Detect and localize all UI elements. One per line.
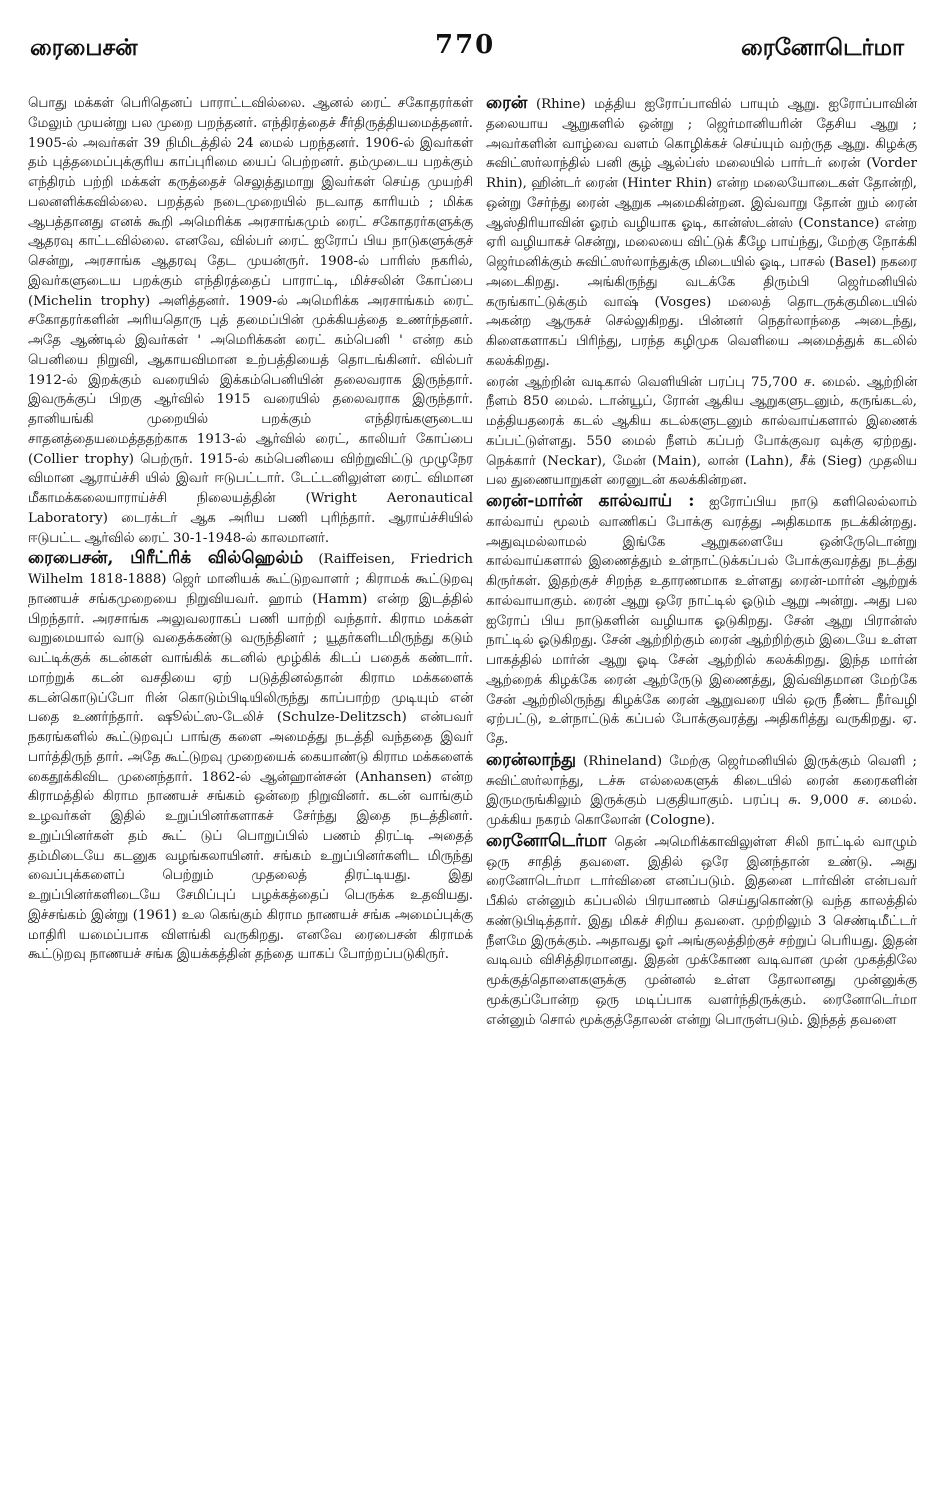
entry-raiffeisen-body: (Raiffeisen, Friedrich Wilhelm 1818-1888) ஜெர் மானியக் கூட்டுறவாளர் ; கிராமக் கூட்டுறவு நாணயச் சங்கமுறையை நிறுவியவர். ஹாம் (Hamm) என்ற இடத்தில் பிறந்தார். அரசாங்க அலுவலராகப் பணி யாற்றி வந்தார். கிராம மக்கள் வறுமையால் வாடு வதைக்கண்டு வருந்தினர் ; யூதர்களிடமிருந்து கடும் வட்டிக்குக் கடன்கள் வாங்கிக் கடனில் மூழ்கிக் கிடப் பதைக் கண்டார். மாற்றுக் கடன் வசதியை ஏற் படுத்தினல்தான் கிராம மக்களைக் கடன்கொடுப்போ ரின் கொடும்பிடியிலிருந்து காப்பாற்ற முடியும் என் பதை உணர்ந்தார். ஷூல்ட்ஸ-டேலிச் (Schulze-Delitzsch) என்பவர் நகரங்களில் கூட்டுறவுப் பாங்கு களை அமைத்து நடத்தி வந்ததை இவர் பார்த்திருந் தார். அதே கூட்டுறவு முறையைக் கையாண்டு கிராம மக்களைக் கைதூக்கிவிட முனைந்தார். 1862-ல் ஆன்ஹான்சன் (Anhansen) என்ற கிராமத்தில் கிராம நாணயச் சங்கம் ஒன்றை நிறுவினர். கடன் வாங்கும் உழவர்கள் இதில் உறுப்பினர்களாகச் சேர்ந்து இதை நடத்தினர். உறுப்பினர்கள் தம் கூட் டுப் பொறுப்பில் பணம் திரட்டி அதைத் தம்மிடையே கடனுக வழங்கலாயினர். சங்கம் உறுப்பினர்களிட மிருந்து வைப்புக்களைப் பெற்றும் முதலைத் திரட்டியது. இது உறுப்பினர்களிடையே சேமிப்புப் பழக்கத்தைப் பெருக்க உதவியது. இச்சங்கம் இன்று (1961) உல கெங்கும் கிராம நாணயச் சங்க அமைப்புக்கு மாதிரி யமைப்பாக விளங்கி வருகிறது. எனவே ரைபைசன் கிராமக் கூட்டுறவு நாணயச் சங்க இயக்கத்தின் தந்தை யாகப் போற்றப்படுகிருர். [28, 552, 473, 963]
left-column [28, 94, 473, 965]
entry-rhine-marne-canal [486, 492, 917, 750]
headword-rhinoderma: ரைனோடெர்மா [486, 830, 607, 851]
entry-rhine-body: (Rhine) மத்திய ஐரோப்பாவில் பாயும் ஆறு. ஐரோப்பாவின் தலையாய ஆறுகளில் ஒன்று ; ஜெர்மானியரின் தேசிய ஆறு ; அவர்களின் வாழ்வை வளம் கொழிக்கச் செய்யும் வற்ருத ஆறு. கிழக்கு சுவிட்ஸர்லாந்தில் பனி சூழ் ஆல்ப்ஸ் மலையில் பார்டர் ரைன் (Vorder Rhin), ஹின்டர் ரைன் (Hinter Rhin) என்ற மலையோடைகள் தோன்றி, ஒன்று சேர்ந்து ரைன் ஆறுக அமைகின்றன. இவ்வாறு தோன் றும் ரைன் ஆஸ்திரியாவின் ஓரம் வழியாக ஓடி, கான்ஸ்டன்ஸ் (Constance) என்ற ஏரி வழியாகச் சென்று, மலையை விட்டுக் கீழே பாய்ந்து, மேற்கு நோக்கி ஜெர்மனிக்கும் சுவிட்ஸர்லாந்துக்கு மிடையில் ஓடி, பாசல் (Basel) நகரை அடைகிறது. அங்கிருந்து வடக்கே திரும்பி ஜெர்மனியில் கருங்காட்டுக்கும் வாஷ் (Vosges) மலைத் தொடருக்குமிடையில் அகன்ற ஆருகச் செல்லுகிறது. பின்னர் நெதர்லாந்தை அடைந்து, கிளைகளாகப் பிரிந்து, பரந்த கழிமுக வெளியை அமைத்துக் கடலில் கலக்கிறது. [486, 97, 917, 369]
entry-rhinoderma-body: தென் அமெரிக்காவிலுள்ள சிலி நாட்டில் வாழும் ஒரு சாதித் தவளை. இதில் ஒரே இனந்தான் உண்டு. அது ரைனோடெர்மா டார்வினை எனப்படும். இதனை டார்வின் என்பவர் பீகில் என்னும் கப்பலில் பிரயாணம் செய்துகொண்டு வந்த காலத்தில் கண்டுபிடித்தார். இது மிகச் சிறிய தவளை. முற்றிலும் 3 செண்டிமீட்டர் நீளமே இருக்கும். அதாவது ஓர் அங்குலத்திற்குச் சற்றுப் பெரியது. இதன் வடிவம் விசித்திரமானது. இதன் முக்கோண வடிவான முன் முகத்திலே மூக்குத்தொளைகளுக்கு முன்னல் உள்ள தோலானது முன்னுக்கு மூக்குப்போன்ற ஒரு மடிப்பாக வளர்ந்திருக்கும். ரைனோடெர்மா என்னும் சொல் மூக்குத்தோலன் என்று பொருள்படும். இந்தத் தவளை [486, 834, 917, 1028]
entry-rhine [486, 94, 917, 372]
headword-rhine-marne-canal: ரைன்-மார்ன் கால்வாய் : [486, 491, 695, 511]
page-header [0, 30, 940, 70]
headword-rhineland: ரைன்லாந்து [486, 749, 576, 770]
headword-rhine: ரைன் [486, 93, 528, 113]
entry-rhineland-body: (Rhineland) மேற்கு ஜெர்மனியில் இருக்கும் வெளி ; சுவிட்ஸர்லாந்து, டச்சு எல்லைகளுக் கிடையில் ரைன் கரைகளின் இருமருங்கிலும் இருக்கும் பகுதியாகும். பரப்பு சு. 9,000 ச. மைல். முக்கிய நகரம் கொலோன் (Cologne). [486, 753, 917, 828]
headword-raiffeisen: ரைபைசன், பிரீட்ரிக் வில்ஹெல்ம் [28, 548, 304, 569]
entry-rhine-stats: ரைன் ஆற்றின் வடிகால் வெளியின் பரப்பு 75,700 ச. மைல். ஆற்றின் நீளம் 850 மைல். டான்யூப், ரோன் ஆகிய ஆறுகளுடனும், கருங்கடல், மத்தியதரைக் கடல் ஆகிய கடல்களுடனும் கால்வாய்களால் இணைக் கப்பட்டுள்ளது. 550 மைல் நீளம் கப்பற் போக்குவர வுக்கு ஏற்றது. நெக்கார் (Neckar), மேன் (Main), லான் (Lahn), சீக் (Sieg) முதலிய பல துணையாறுகள் ரைனுடன் கலக்கின்றன. [486, 374, 917, 489]
running-head-right: ரைனோடெர்மா [740, 34, 904, 61]
entry-rhine-marne-canal-body: ஐரோப்பிய நாடு களிலெல்லாம் கால்வாய் மூலம் வாணிகப் போக்கு வரத்து அதிகமாக நடக்கின்றது. அதுவுமல்லாமல் இங்கே ஆறுகளையே ஒன்ருேடொன்று கால்வாய்களால் இணைத்தும் உள்நாட்டுக்கப்பல் போக்குவரத்து நடத்து கிருர்கள். இதற்குச் சிறந்த உதாரணமாக உள்ளது ரைன்-மார்ன் ஆற்றுக் கால்வாயாகும். ரைன் ஆறு ஒரே நாட்டில் ஓடும் ஆறு அன்று. அது பல ஐரோப் பிய நாடுகளின் வழியாக ஓடுகிறது. சேன் ஆறு பிரான்ஸ் நாட்டில் ஓடுகிறது. சேன் ஆற்றிற்கும் ரைன் ஆற்றிற்கும் இடையே உள்ள பாகத்தில் மார்ன் ஆறு ஓடி சேன் ஆற்றில் கலக்கிறது. இந்த மார்ன் ஆற்றைக் கிழக்கே ரைன் ஆற்ருேடு இணைத்து, இவ்விதமான மேற்கே சேன் ஆற்றிலிருந்து கிழக்கே ரைன் ஆறுவரை யில் ஒரு நீண்ட நீர்வழி ஏற்பட்டு, உள்நாட்டுக் கப்பல் போக்குவரத்து அதிகரித்து வருகிறது. ஏ. தே. [486, 495, 917, 747]
entry-raiffeisen [28, 549, 473, 965]
entry-rhineland [486, 751, 917, 831]
entry-rhinoderma [486, 832, 917, 1031]
page-number: 770 [435, 30, 496, 60]
right-column [486, 94, 917, 1030]
wright-brothers-continuation: பொது மக்கள் பெரிதெனப் பாராட்டவில்லை. ஆனல் ரைட் சகோதரர்கள் மேலும் முயன்று பல முறை பறந்தனர். எந்திரத்தைச் சீர்திருத்தியமைத்தனர். 1905-ல் அவர்கள் 39 நிமிடத்தில் 24 மைல் பறந்தனர். 1906-ல் இவர்கள் தம் புத்தமைப்புக்குரிய காப்புரிமை யைப் பெற்றனர். தம்முடைய பறக்கும் எந்திரம் பற்றி மக்கள் கருத்தைச் செலுத்துமாறு இவர்கள் செய்த முயற்சி பலனளிக்கவில்லை. பறத்தல் நடைமுறையில் நடவாத காரியம் ; மிக்க ஆபத்தானது எனக் கூறி அமெரிக்க அரசாங்கமும் ரைட் சகோதரர்களுக்கு ஆதரவு காட்டவில்லை. எனவே, வில்பர் ரைட் ஐரோப் பிய நாடுகளுக்குச் சென்று, அரசாங்க ஆதரவு தேட முயன்ருர். 1908-ல் பாரிஸ் நகரில், இவர்களுடைய பறக்கும் எந்திரத்தைப் பாராட்டி, மிச்சலின் கோப்பை (Michelin trophy) அளித்தனர். 1909-ல் அமெரிக்க அரசாங்கம் ரைட் சகோதரர்களின் அரியதொரு புத் தமைப்பின் முக்கியத்தை உணர்ந்தனர். அதே ஆண்டில் இவர்கள் ' அமெரிக்கன் ரைட் கம்பெனி ' என்ற கம் பெனியை நிறுவி, ஆகாயவிமான உற்பத்தியைத் தொடங்கினர். வில்பர் 1912-ல் இறக்கும் வரையில் இக்கம்பெனியின் தலைவராக இருந்தார். இவருக்குப் பிறகு ஆர்வில் 1915 வரையில் தலைவராக இருந்தார். தானியங்கி முறையில் பறக்கும் எந்திரங்களுடைய சாதனத்தையமைத்ததற்காக 1913-ல் ஆர்வில் ரைட், காலியர் கோப்பை (Collier trophy) பெற்ருர். 1915-ல் கம்பெனியை விற்றுவிட்டு முழுநேர விமான ஆராய்ச்சி யில் இவர் ஈடுபட்டார். டேட்டனிலுள்ள ரைட் விமான மீகாமக்கலையாராய்ச்சி நிலையத்தின் (Wright Aeronautical Laboratory) டைரக்டர் ஆக அரிய பணி புரிந்தார். ஆராய்ச்சியில் ஈடுபட்ட ஆர்வில் ரைட் 30-1-1948-ல் காலமானர். [28, 96, 473, 546]
running-head-left: ரைபைசன் [30, 34, 138, 61]
